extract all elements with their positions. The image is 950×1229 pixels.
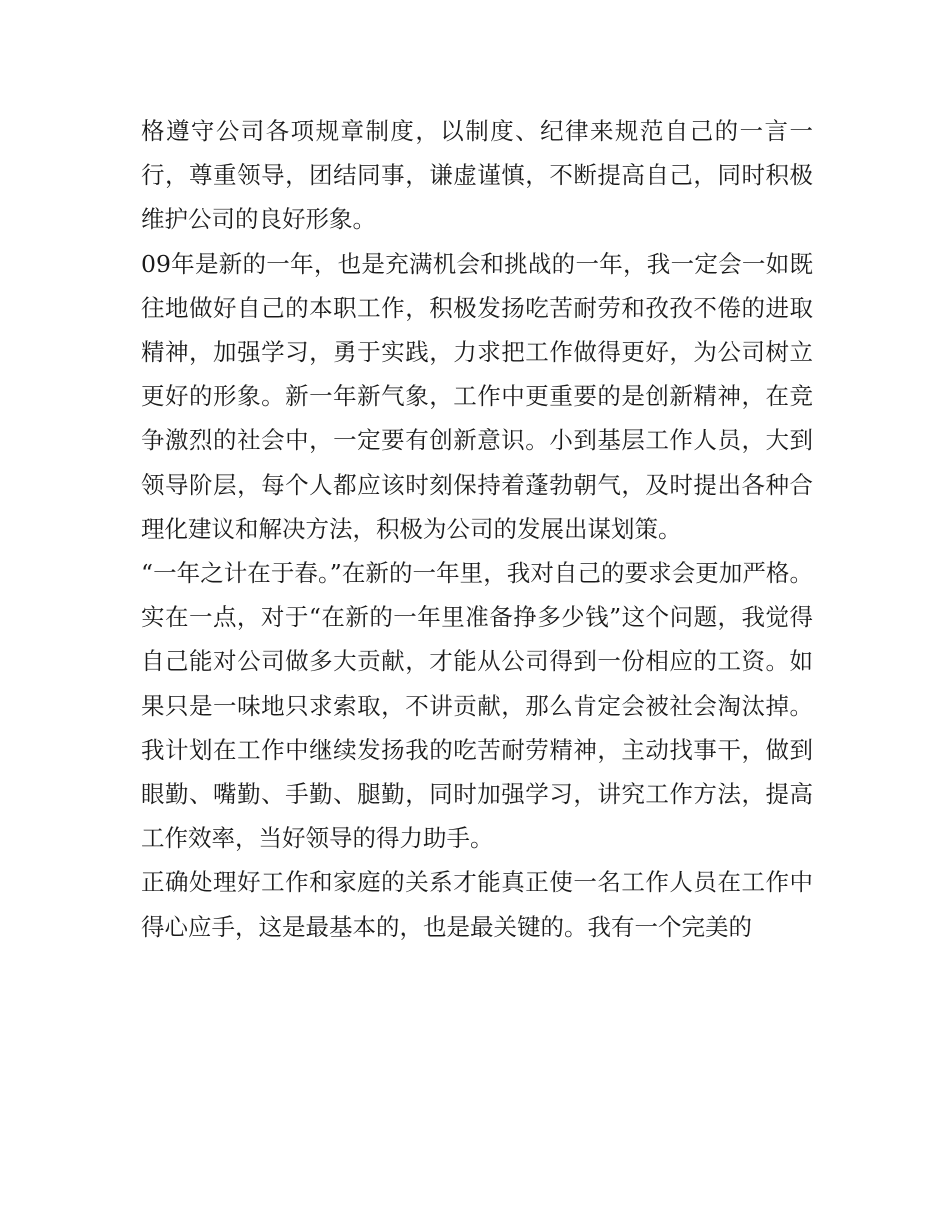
paragraph-1: 格遵守公司各项规章制度，以制度、纪律来规范自己的一言一行，尊重领导，团结同事，谦虚谨慎，不断提高自己，同时积极维护公司的良好形象。 bbox=[141, 117, 813, 234]
paragraph-3: “一年之计在于春。”在新的一年里，我对自己的要求会更加严格。实在一点，对于“在新的一年里准备挣多少钱”这个问题，我觉得自己能对公司做多大贡献，才能从公司得到一份相应的工资。如果只是一味地只求索取，不讲贡献，那么肯定会被社会淘汰掉。我计划在工作中继续发扬我的吃苦耐劳精神，主动找事干，做到眼勤、嘴勤、手勤、腿勤，同时加强学习，讲究工作方法，提高工作效率，当好领导的得力助手。 bbox=[141, 559, 813, 853]
document-body bbox=[141, 109, 813, 949]
paragraph-2: 09年是新的一年，也是充满机会和挑战的一年，我一定会一如既往地做好自己的本职工作，积极发扬吃苦耐劳和孜孜不倦的进取精神，加强学习，勇于实践，力求把工作做得更好，为公司树立更好的形象。新一年新气象，工作中更重要的是创新精神，在竞争激烈的社会中，一定要有创新意识。小到基层工作人员，大到领导阶层，每个人都应该时刻保持着蓬勃朝气，及时提出各种合理化建议和解决方法，积极为公司的发展出谋划策。 bbox=[141, 249, 813, 543]
paragraph-4: 正确处理好工作和家庭的关系才能真正使一名工作人员在工作中得心应手，这是最基本的，也是最关键的。我有一个完美的 bbox=[141, 868, 813, 941]
